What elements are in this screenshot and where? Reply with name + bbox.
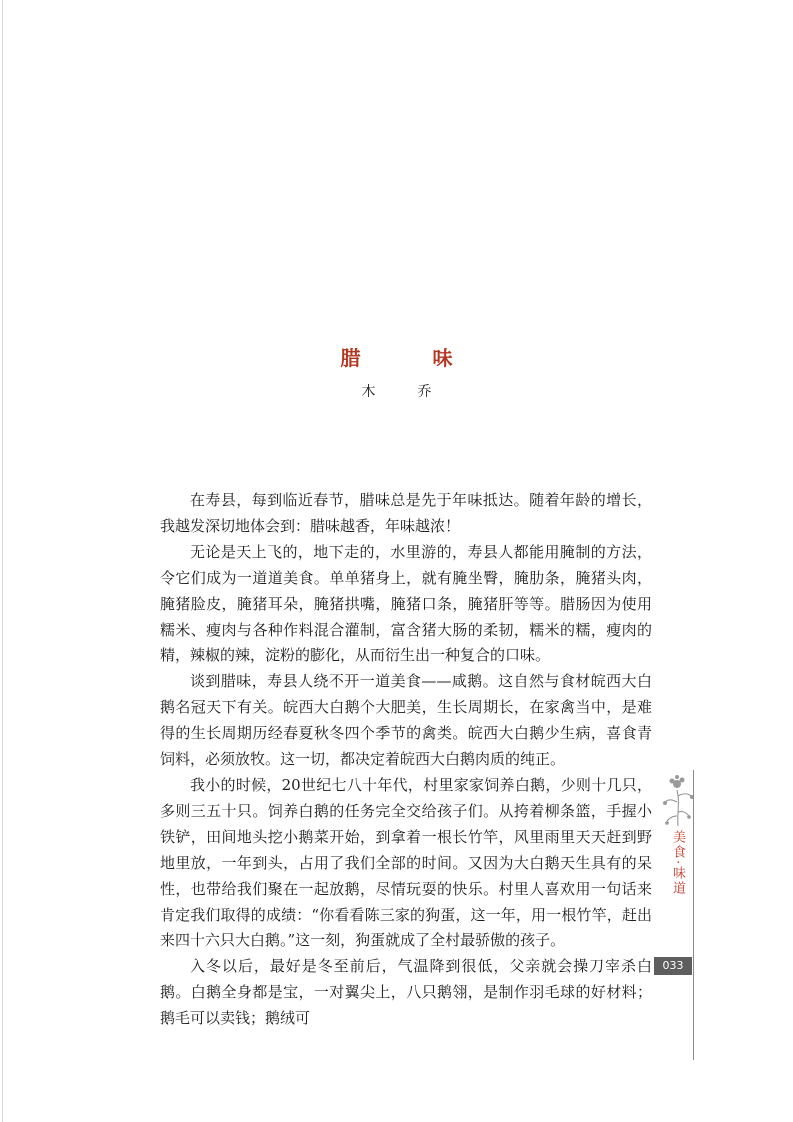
flower-ornament-icon [660,772,696,828]
article-title: 腊 味 [340,346,479,370]
page-edge-line [2,0,3,1122]
article-author: 木 乔 [361,384,446,400]
page-number: 033 [654,957,692,975]
paragraph: 入冬以后，最好是冬至前后，气温降到很低，父亲就会操刀宰杀白鹅。白鹅全身都是宝，一对翼尖上，八只鹅翎，是制作羽毛球的好材料；鹅毛可以卖钱；鹅绒可 [160,957,652,1028]
paragraph: 我小的时候，20世纪七八十年代，村里家家饲养白鹅，少则十几只，多则三五十只。饲养白鹅的任务完全交给孩子们。从挎着柳条篮，手握小铁铲，田间地头挖小鹅菜开始，到拿着一根长竹竿，风里雨里天天赶到野地里放，一年到头，占用了我们全部的时间。又因为大白鹅天生具有的呆性，也带给我们聚在一起放鹅，尽情玩耍的快乐。村里人喜欢用一句话来肯定我们取得的成绩：“你看看陈三家的狗蛋，这一年，用一根竹竿，赶出来四十六只大白鹅。”这一刻，狗蛋就成了全村最骄傲的孩子。 [160,775,652,950]
sidebar-rule [693,770,694,1060]
paragraph: 无论是天上飞的，地下走的，水里游的，寿县人都能用腌制的方法，令它们成为一道道美食。单单猪身上，就有腌坐臀，腌肋条，腌猪头肉，腌猪脸皮，腌猪耳朵，腌猪拱嘴，腌猪口条，腌猪肝等等。腊肠因为使用糯米、瘦肉与各种作料混合灌制，富含猪大肠的柔韧，糯米的糯，瘦肉的精，辣椒的辣，淀粉的膨化，从而衍生出一种复合的口味。 [160,542,652,665]
section-label: 美食·味道 [670,830,685,897]
paragraph: 在寿县，每到临近春节，腊味总是先于年味抵达。随着年龄的增长，我越发深切地体会到：腊味越香，年味越浓！ [160,491,652,535]
paragraph: 谈到腊味，寿县人绕不开一道美食——咸鹅。这自然与食材皖西大白鹅名冠天下有关。皖西大白鹅个大肥美，生长周期长，在家禽当中，是难得的生长周期历经春夏秋冬四个季节的禽类。皖西大白鹅少生病，喜食青饲料，必须放牧。这一切，都决定着皖西大白鹅肉质的纯正。 [160,672,652,769]
article-body [160,488,652,1032]
